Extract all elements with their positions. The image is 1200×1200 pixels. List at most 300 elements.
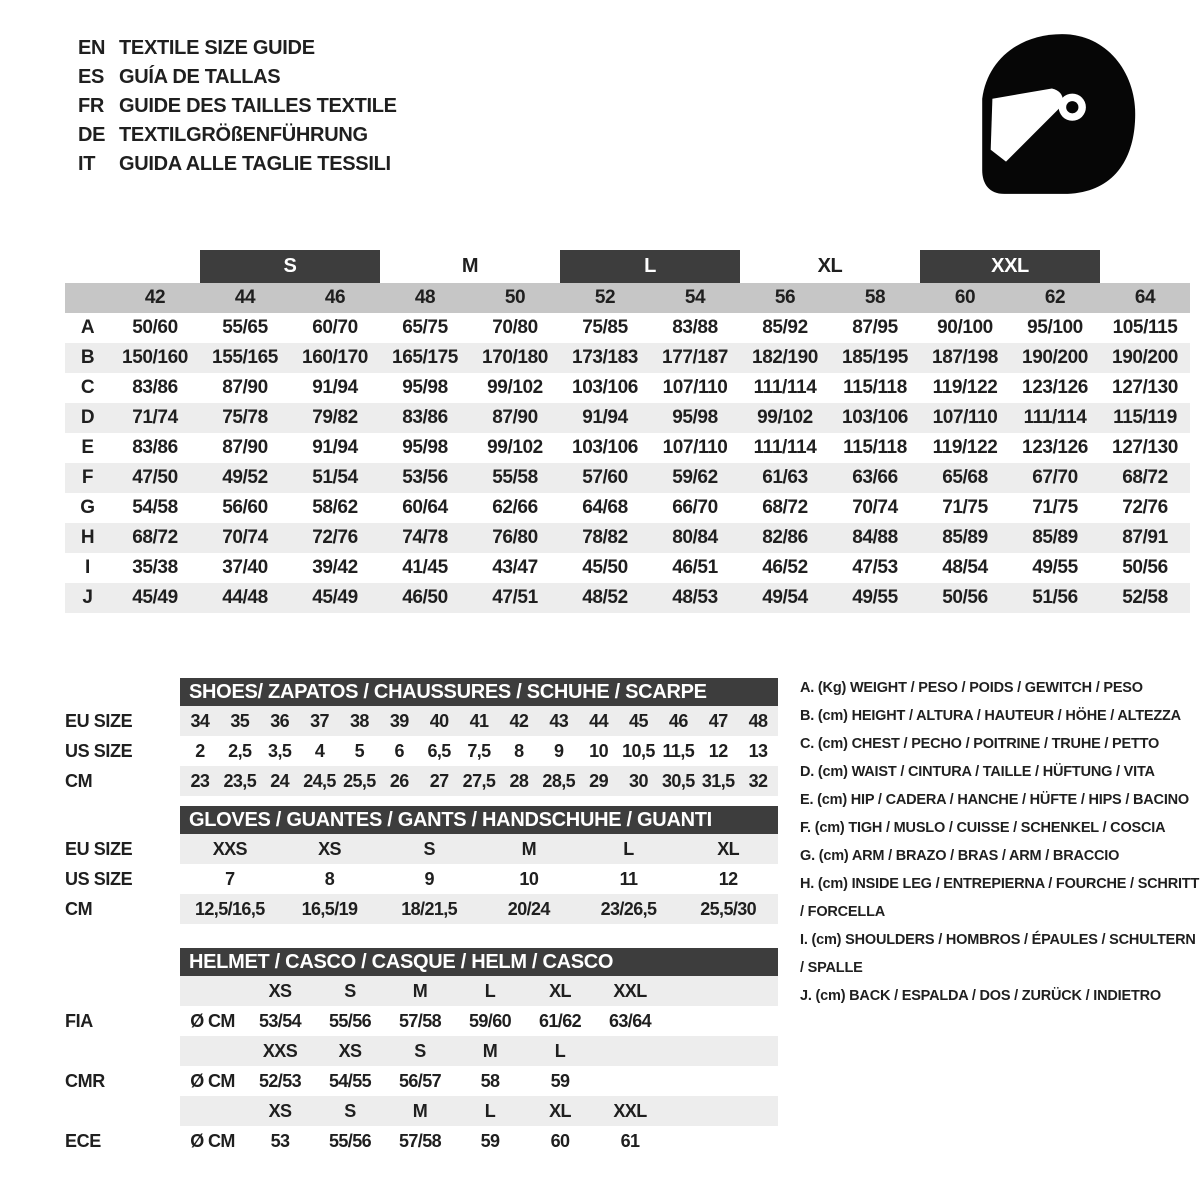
size-value-cell: S (423, 838, 435, 859)
euro-size-number: 56 (774, 287, 796, 308)
row-letter: A (80, 317, 95, 338)
size-value-cell: 3,5 (268, 740, 292, 761)
size-value-cell: 30,5 (662, 770, 695, 791)
size-value-cell: 43 (549, 710, 569, 731)
size-value-cell: 27 (429, 770, 449, 791)
legend-line: I. (cm) SHOULDERS / HOMBROS / ÉPAULES / SCHULTERN / SPALLE (800, 932, 1196, 976)
measurement-row (65, 433, 1190, 463)
size-value-cell: XS (318, 838, 341, 859)
size-value-cell: 61/62 (538, 1010, 582, 1031)
row-value: 82/86 (762, 527, 808, 548)
size-value-cell: 55/56 (328, 1010, 372, 1031)
language-code: DE (78, 124, 106, 146)
row-value: 80/84 (672, 527, 718, 548)
shoes-eu-row (65, 706, 778, 736)
row-value: 52/58 (1122, 587, 1168, 608)
size-value-cell: 10,5 (622, 740, 655, 761)
euro-size-number: 44 (234, 287, 256, 308)
legend-line: J. (cm) BACK / ESPALDA / DOS / ZURÜCK / INDIETRO (800, 988, 1161, 1004)
row-value: 95/98 (672, 407, 718, 428)
size-value-cell: 24,5 (303, 770, 336, 791)
helmet-section-title: HELMET / CASCO / CASQUE / HELM / CASCO (180, 948, 778, 976)
row-value: 62/66 (492, 497, 538, 518)
shoes-cm-values (180, 766, 778, 796)
size-value-cell: 53/54 (258, 1010, 302, 1031)
language-row (78, 63, 397, 92)
row-value: 107/110 (662, 377, 728, 398)
size-value-cell: 41 (469, 710, 489, 731)
size-value-cell: 44 (589, 710, 608, 731)
size-value-cell: 37 (310, 710, 329, 731)
shoes-section-title: SHOES/ ZAPATOS / CHAUSSURES / SCHUHE / SCARPE (180, 678, 778, 706)
row-value: 123/126 (1022, 377, 1088, 398)
row-value: 65/75 (402, 317, 448, 338)
helmet-size-label: XXS (262, 1040, 298, 1061)
row-value: 37/40 (222, 557, 268, 578)
size-value-cell: 10 (589, 740, 608, 761)
helmet-cmr-values (180, 1066, 778, 1096)
language-row (78, 150, 397, 179)
row-value: 87/90 (222, 437, 268, 458)
size-value-cell: 11 (619, 868, 638, 889)
size-value-cell: 12,5/16,5 (194, 898, 265, 919)
row-value: 46/52 (762, 557, 808, 578)
row-value: 127/130 (1112, 437, 1178, 458)
gloves-cm-values (180, 894, 778, 924)
row-value: 187/198 (932, 347, 998, 368)
gloves-us-row (65, 864, 778, 894)
size-value-cell: 5 (354, 740, 365, 761)
row-value: 87/91 (1122, 527, 1168, 548)
row-value: 119/122 (932, 377, 998, 398)
row-value: 43/47 (492, 557, 538, 578)
row-value: 57/60 (582, 467, 628, 488)
row-value: 79/82 (312, 407, 358, 428)
gloves-us-values (180, 864, 778, 894)
row-value: 47/51 (492, 587, 538, 608)
size-value-cell: 25,5 (343, 770, 376, 791)
row-value: 63/66 (852, 467, 898, 488)
size-value-cell: 4 (314, 740, 325, 761)
row-value: 70/80 (492, 317, 538, 338)
size-value-cell: XXS (212, 838, 247, 859)
row-value: 78/82 (582, 527, 628, 548)
helmet-size-label: M (412, 980, 428, 1001)
size-group-m: M (461, 255, 479, 277)
row-value: 39/42 (312, 557, 358, 578)
size-value-cell: 23/26,5 (600, 898, 657, 919)
shoes-eu-values (180, 706, 778, 736)
row-value: 127/130 (1112, 377, 1178, 398)
row-value: 67/70 (1032, 467, 1078, 488)
language-row (78, 92, 397, 121)
diameter-label: Ø CM (190, 1010, 235, 1031)
legend-line: C. (cm) CHEST / PECHO / POITRINE / TRUHE / PETTO (800, 736, 1160, 752)
row-value: 165/175 (392, 347, 458, 368)
size-value-cell: 30 (629, 770, 648, 791)
legend-line: G. (cm) ARM / BRAZO / BRAS / ARM / BRACCIO (800, 848, 1120, 864)
helmet-fia-values-row (65, 1006, 778, 1036)
row-value: 70/74 (222, 527, 268, 548)
language-guide-title: TEXTILE SIZE GUIDE (119, 37, 315, 59)
size-value-cell: 57/58 (398, 1130, 442, 1151)
gloves-eu-row (65, 834, 778, 864)
measurement-row (65, 343, 1190, 373)
size-value-cell: 6,5 (427, 740, 451, 761)
euro-size-number: 46 (324, 287, 346, 308)
row-value: 115/118 (843, 377, 907, 398)
row-value: 103/106 (572, 437, 638, 458)
size-group-xxl: XXL (920, 250, 1100, 283)
row-value: 48/54 (942, 557, 988, 578)
helmet-size-label: S (344, 980, 356, 1001)
racing-helmet-icon (972, 26, 1142, 202)
helmet-ece-values-row (65, 1126, 778, 1156)
helmet-size-label: XXL (613, 1100, 647, 1121)
row-value: 60/64 (402, 497, 448, 518)
measurement-row (65, 523, 1190, 553)
row-value: 190/200 (1022, 347, 1088, 368)
row-value: 107/110 (662, 437, 728, 458)
row-value: 83/88 (672, 317, 718, 338)
row-value: 185/195 (842, 347, 908, 368)
standard-label: FIA (65, 1011, 93, 1031)
row-letter: C (80, 377, 95, 398)
size-value-cell: 56/57 (398, 1070, 442, 1091)
measurement-row (65, 463, 1190, 493)
size-value-cell: XL (717, 838, 740, 859)
section-row-label: CM (65, 771, 93, 791)
row-value: 54/58 (132, 497, 178, 518)
row-letter: I (85, 557, 90, 578)
size-value-cell: 36 (270, 710, 290, 731)
size-value-cell: 28 (509, 770, 529, 791)
row-value: 190/200 (1112, 347, 1178, 368)
row-value: 68/72 (132, 527, 178, 548)
row-value: 119/122 (932, 437, 998, 458)
shoes-cm-row (65, 766, 778, 796)
size-value-cell: 31,5 (701, 770, 735, 791)
helmet-size-label: XL (549, 980, 571, 1001)
row-letter: B (80, 347, 95, 368)
helmet-size-label: S (344, 1100, 356, 1121)
row-value: 99/102 (487, 437, 543, 458)
row-value: 75/85 (582, 317, 628, 338)
row-value: 177/187 (662, 347, 728, 368)
row-value: 44/48 (222, 587, 268, 608)
language-code: ES (78, 66, 105, 88)
row-value: 76/80 (492, 527, 538, 548)
row-value: 41/45 (402, 557, 448, 578)
accessory-size-sections (65, 678, 778, 1156)
row-value: 45/49 (132, 587, 178, 608)
language-title-list (78, 34, 397, 179)
row-value: 160/170 (302, 347, 368, 368)
row-value: 53/56 (402, 467, 448, 488)
row-value: 51/56 (1032, 587, 1078, 608)
row-value: 90/100 (937, 317, 993, 338)
row-value: 182/190 (752, 347, 818, 368)
euro-size-number: 58 (864, 287, 886, 308)
legend-line: B. (cm) HEIGHT / ALTURA / HAUTEUR / HÖHE / ALTEZZA (800, 708, 1181, 724)
row-value: 35/38 (132, 557, 178, 578)
row-value: 107/110 (932, 407, 998, 428)
size-value-cell: 54/55 (328, 1070, 372, 1091)
size-value-cell: 42 (509, 710, 529, 731)
measurement-row (65, 553, 1190, 583)
size-value-cell: 23,5 (223, 770, 257, 791)
helmet-size-label: L (484, 980, 496, 1001)
row-value: 65/68 (942, 467, 988, 488)
row-value: 45/50 (582, 557, 628, 578)
euro-size-number: 62 (1044, 287, 1066, 308)
row-value: 72/76 (312, 527, 358, 548)
size-value-cell: 57/58 (398, 1010, 442, 1031)
row-letter: D (80, 407, 95, 428)
measurement-legend (800, 674, 1200, 1010)
row-value: 45/49 (312, 587, 358, 608)
legend-line: D. (cm) WAIST / CINTURA / TAILLE / HÜFTUNG / VITA (800, 764, 1155, 780)
helmet-size-label: L (554, 1040, 566, 1061)
size-value-cell: 18/21,5 (401, 898, 458, 919)
row-value: 71/74 (132, 407, 178, 428)
row-value: 115/119 (1113, 407, 1177, 428)
row-value: 51/54 (312, 467, 358, 488)
helmet-fia-sizes-row (65, 976, 778, 1006)
row-letter: G (80, 497, 95, 518)
size-value-cell: 40 (429, 710, 449, 731)
helmet-size-label: XS (268, 1100, 292, 1121)
size-value-cell: 39 (389, 710, 409, 731)
size-value-cell: 35 (230, 710, 250, 731)
size-value-cell: 59 (480, 1130, 500, 1151)
size-value-cell: 29 (589, 770, 608, 791)
size-value-cell: 32 (748, 770, 768, 791)
helmet-cmr-values-row (65, 1066, 778, 1096)
row-value: 68/72 (762, 497, 808, 518)
size-value-cell: 63/64 (608, 1010, 652, 1031)
row-value: 83/86 (132, 377, 178, 398)
helmet-size-label: XS (338, 1040, 362, 1061)
euro-size-number: 64 (1134, 287, 1156, 308)
row-value: 49/52 (222, 467, 268, 488)
row-value: 66/70 (672, 497, 718, 518)
standard-label: CMR (65, 1071, 105, 1091)
row-value: 150/160 (122, 347, 188, 368)
language-guide-title: GUIDA ALLE TAGLIE TESSILI (119, 153, 391, 175)
size-group-header (65, 250, 1190, 283)
row-value: 85/89 (942, 527, 988, 548)
row-value: 48/53 (672, 587, 718, 608)
size-group-s: S (200, 250, 380, 283)
size-value-cell: 52/53 (258, 1070, 302, 1091)
size-value-cell: 6 (394, 740, 404, 761)
row-value: 111/114 (1023, 407, 1087, 428)
size-value-cell: 9 (554, 740, 564, 761)
row-letter: E (81, 437, 94, 458)
helmet-ece-values (180, 1126, 778, 1156)
euro-size-number-band (65, 283, 1190, 313)
language-guide-title: TEXTILGRÖßENFÜHRUNG (119, 124, 368, 146)
section-row-label: EU SIZE (65, 711, 133, 731)
row-value: 99/102 (487, 377, 543, 398)
row-value: 56/60 (222, 497, 268, 518)
row-value: 47/53 (852, 557, 898, 578)
row-value: 58/62 (312, 497, 358, 518)
size-value-cell: 55/56 (328, 1130, 372, 1151)
row-value: 75/78 (222, 407, 268, 428)
measurement-row (65, 493, 1190, 523)
size-value-cell: 59/60 (468, 1010, 512, 1031)
size-value-cell: 20/24 (507, 898, 550, 919)
row-value: 64/68 (582, 497, 628, 518)
main-size-table (65, 250, 1190, 613)
row-value: 84/88 (852, 527, 898, 548)
row-value: 111/114 (753, 377, 817, 398)
size-value-cell: 23 (190, 770, 210, 791)
row-value: 47/50 (132, 467, 178, 488)
size-value-cell: 48 (748, 710, 768, 731)
row-value: 46/50 (402, 587, 448, 608)
row-value: 173/183 (572, 347, 638, 368)
gloves-eu-values (180, 834, 778, 864)
row-value: 99/102 (757, 407, 813, 428)
legend-line: E. (cm) HIP / CADERA / HANCHE / HÜFTE / HIPS / BACINO (800, 792, 1189, 808)
language-guide-title: GUÍA DE TALLAS (119, 66, 281, 88)
size-value-cell: 47 (708, 710, 728, 731)
row-value: 87/95 (852, 317, 898, 338)
size-value-cell: 8 (514, 740, 524, 761)
row-letter: J (82, 587, 93, 608)
helmet-ece-sizes-row (65, 1096, 778, 1126)
size-value-cell: 60 (550, 1130, 570, 1151)
shoes-us-values (180, 736, 778, 766)
measurement-row (65, 313, 1190, 343)
measurement-rows (65, 313, 1190, 613)
size-value-cell: 61 (620, 1130, 640, 1151)
size-value-cell: 9 (424, 868, 434, 889)
row-value: 105/115 (1112, 317, 1178, 338)
size-value-cell: 53 (270, 1130, 290, 1151)
euro-size-number: 52 (594, 287, 616, 308)
size-value-cell: 12 (718, 868, 738, 889)
helmet-ece-sizes (180, 1096, 778, 1126)
helmet-size-label: L (484, 1100, 496, 1121)
row-value: 103/106 (572, 377, 638, 398)
row-value: 49/54 (762, 587, 808, 608)
size-value-cell: 27,5 (462, 770, 496, 791)
row-value: 68/72 (1122, 467, 1168, 488)
size-group-xl: XL (817, 255, 843, 277)
language-row (78, 121, 397, 150)
size-value-cell: 12 (708, 740, 728, 761)
row-value: 72/76 (1122, 497, 1168, 518)
helmet-size-label: S (414, 1040, 426, 1061)
row-value: 74/78 (402, 527, 448, 548)
row-value: 95/98 (402, 377, 448, 398)
size-value-cell: 13 (748, 740, 768, 761)
gloves-cm-row (65, 894, 778, 924)
row-value: 83/86 (132, 437, 178, 458)
language-code: FR (78, 95, 105, 117)
row-value: 115/118 (843, 437, 907, 458)
size-value-cell: 2,5 (228, 740, 252, 761)
diameter-label: Ø CM (190, 1070, 235, 1091)
row-value: 70/74 (852, 497, 898, 518)
row-value: 170/180 (482, 347, 548, 368)
row-value: 103/106 (842, 407, 908, 428)
gloves-section-title: GLOVES / GUANTES / GANTS / HANDSCHUHE / GUANTI (180, 806, 778, 834)
row-letter: H (80, 527, 95, 548)
shoes-us-row (65, 736, 778, 766)
helmet-size-label: XS (268, 980, 292, 1001)
row-value: 91/94 (312, 437, 358, 458)
legend-line: F. (cm) TIGH / MUSLO / CUISSE / SCHENKEL / COSCIA (800, 820, 1166, 836)
section-row-label: CM (65, 899, 93, 919)
legend-line: A. (Kg) WEIGHT / PESO / POIDS / GEWITCH / PESO (800, 680, 1143, 696)
language-guide-title: GUIDE DES TAILLES TEXTILE (119, 95, 397, 117)
row-value: 91/94 (582, 407, 628, 428)
size-group-l: L (560, 250, 740, 283)
size-value-cell: 58 (480, 1070, 500, 1091)
row-value: 49/55 (1032, 557, 1078, 578)
standard-label: ECE (65, 1131, 101, 1151)
row-value: 55/65 (222, 317, 268, 338)
row-value: 46/51 (672, 557, 718, 578)
row-value: 71/75 (942, 497, 988, 518)
measurement-row (65, 583, 1190, 613)
euro-size-number: 54 (684, 287, 706, 308)
section-row-label: US SIZE (65, 869, 133, 889)
size-value-cell: 28,5 (542, 770, 576, 791)
size-value-cell: 8 (324, 868, 335, 889)
helmet-cmr-sizes (180, 1036, 778, 1066)
row-value: 95/100 (1027, 317, 1083, 338)
helmet-fia-values (180, 1006, 778, 1036)
row-value: 91/94 (312, 377, 358, 398)
size-value-cell: 59 (550, 1070, 570, 1091)
size-value-cell: 26 (389, 770, 409, 791)
euro-size-number: 48 (414, 287, 436, 308)
row-value: 85/92 (762, 317, 808, 338)
language-code: IT (78, 153, 96, 175)
row-value: 123/126 (1022, 437, 1088, 458)
row-letter: F (81, 467, 94, 488)
size-value-cell: L (623, 838, 634, 859)
language-row (78, 34, 397, 63)
diameter-label: Ø CM (190, 1130, 235, 1151)
measurement-row (65, 403, 1190, 433)
language-code: EN (78, 37, 106, 59)
row-value: 83/86 (402, 407, 448, 428)
row-value: 85/89 (1032, 527, 1078, 548)
size-value-cell: 7,5 (467, 740, 491, 761)
row-value: 87/90 (492, 407, 538, 428)
row-value: 61/63 (762, 467, 808, 488)
helmet-size-label: XXL (613, 980, 647, 1001)
row-value: 95/98 (402, 437, 448, 458)
size-value-cell: 46 (668, 710, 688, 731)
size-value-cell: 11,5 (662, 740, 695, 761)
row-value: 55/58 (492, 467, 538, 488)
helmet-fia-sizes (180, 976, 778, 1006)
row-value: 111/114 (753, 437, 817, 458)
section-row-label: EU SIZE (65, 839, 133, 859)
band-spacer (65, 283, 110, 313)
row-value: 50/60 (132, 317, 178, 338)
row-value: 71/75 (1032, 497, 1078, 518)
size-value-cell: 16,5/19 (301, 898, 358, 919)
